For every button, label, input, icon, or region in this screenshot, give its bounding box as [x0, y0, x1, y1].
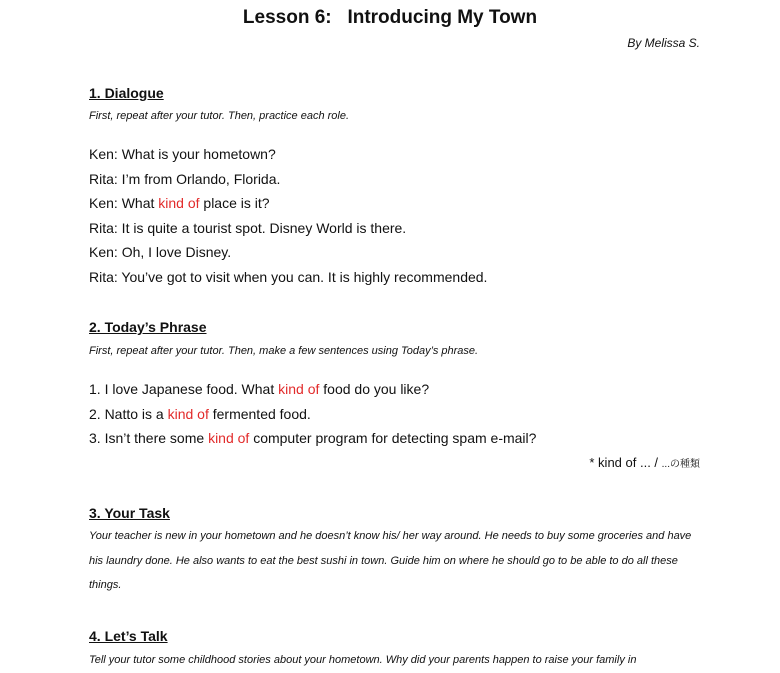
- phrase-note-japanese: ...の種類: [661, 459, 700, 470]
- highlight-phrase: kind of: [167, 406, 209, 422]
- highlight-phrase: kind of: [278, 381, 320, 397]
- lesson-title: Lesson 6: Introducing My Town: [242, 7, 538, 28]
- phrase-line: [89, 381, 429, 397]
- talk-text: Tell your tutor some childhood stories about your hometown. Why did your parents happen to raise your family in: [89, 654, 637, 666]
- dialogue-line-text: Rita: I’m from Orlando, Florida.: [89, 171, 281, 187]
- dialogue-line: [89, 171, 280, 187]
- section-heading-dialogue: 1. Dialogue: [89, 85, 164, 101]
- phrase-line-text-end: computer program for detecting spam e-mail?: [249, 430, 537, 446]
- dialogue-line: [89, 244, 231, 260]
- phrase-line-text-end: fermented food.: [208, 406, 311, 422]
- phrase-line-text-end: food do you like?: [319, 381, 430, 397]
- phrase-note: [589, 455, 700, 470]
- dialogue-line-text: Rita: It is quite a tourist spot. Disney World is there.: [89, 220, 407, 236]
- dialogue-line-text: Ken: Oh, I love Disney.: [89, 244, 232, 260]
- task-text: Your teacher is new in your hometown and he doesn’t know his/ her way around. He needs to buy some groceries and have his laundry done. He also wants to eat the best sushi in town. Guide him on where he should go to be able to do all these things.: [89, 530, 692, 591]
- phrase-line: [89, 406, 311, 422]
- phrase-line-text: 2. Natto is a: [89, 406, 168, 422]
- highlight-phrase: kind of: [158, 195, 200, 211]
- dialogue-line: [89, 220, 406, 236]
- highlight-phrase: kind of: [208, 430, 250, 446]
- dialogue-line-text: Ken: What: [89, 195, 159, 211]
- dialogue-instruction: First, repeat after your tutor. Then, practice each role.: [89, 110, 350, 122]
- author-line: By Melissa S.: [627, 36, 700, 50]
- dialogue-line: [89, 269, 487, 285]
- phrase-line: [89, 430, 536, 446]
- phrase-note-main: * kind of ... /: [589, 455, 662, 470]
- dialogue-line-text: Rita: You’ve got to visit when you can. It is highly recommended.: [89, 269, 488, 285]
- dialogue-line: [89, 146, 276, 162]
- section-heading-phrase: 2. Today’s Phrase: [89, 319, 207, 335]
- dialogue-line-text-end: place is it?: [199, 195, 270, 211]
- section-heading-talk: 4. Let’s Talk: [89, 628, 168, 644]
- dialogue-line: [89, 195, 270, 211]
- phrase-line-text: 1. I love Japanese food. What: [89, 381, 279, 397]
- phrase-instruction: First, repeat after your tutor. Then, make a few sentences using Today’s phrase.: [89, 345, 479, 357]
- section-heading-task: 3. Your Task: [89, 505, 170, 521]
- dialogue-line-text: Ken: What is your hometown?: [89, 146, 276, 162]
- phrase-line-text: 3. Isn’t there some: [89, 430, 209, 446]
